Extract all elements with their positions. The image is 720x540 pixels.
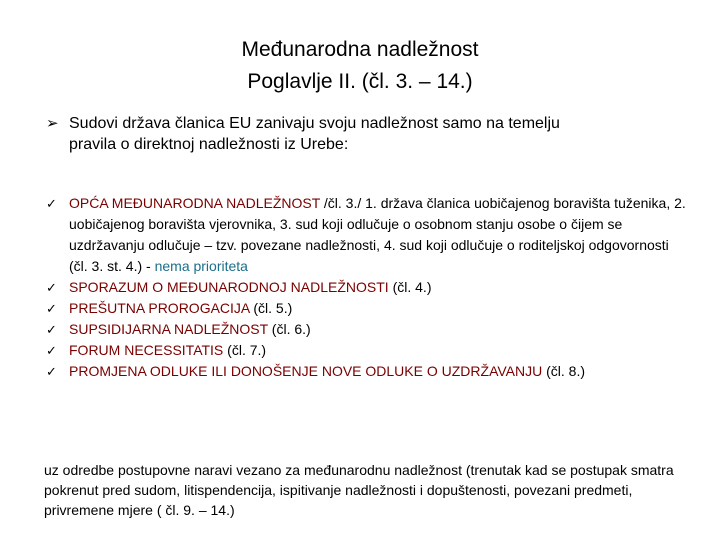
- list-item: [46, 319, 686, 340]
- item-heading: PREŠUTNA PROROGACIJA: [69, 300, 250, 316]
- item-note: nema prioriteta: [154, 258, 248, 274]
- item-heading: SPORAZUM O MEĐUNARODNOJ NADLEŽNOSTI: [69, 279, 389, 295]
- item-detail: (čl. 4.): [388, 279, 432, 295]
- check-icon: ✓: [46, 301, 57, 316]
- check-icon: ✓: [46, 343, 57, 358]
- item-detail: (čl. 5.): [249, 300, 293, 316]
- list-item: [46, 277, 686, 298]
- list-item: [46, 193, 686, 277]
- intro-line-2: pravila o direktnoj nadležnosti iz Urebe:: [69, 136, 349, 153]
- intro-bullet: [46, 113, 686, 155]
- list-item: [46, 298, 686, 319]
- item-heading: SUPSIDIJARNA NADLEŽNOST: [69, 321, 268, 337]
- item-heading: OPĆA MEĐUNARODNA NADLEŽNOST: [69, 195, 321, 211]
- item-heading: PROMJENA ODLUKE ILI DONOŠENJE NOVE ODLUKE O UZDRŽAVANJU: [69, 363, 543, 379]
- item-detail: (čl. 8.): [542, 363, 586, 379]
- jurisdiction-list: [46, 193, 686, 382]
- check-icon: ✓: [46, 322, 57, 337]
- list-item: [46, 340, 686, 361]
- check-icon: ✓: [46, 196, 57, 211]
- intro-line-1: Sudovi država članica EU zanivaju svoju nadležnost samo na temelju: [69, 115, 560, 132]
- arrow-bullet-icon: ➢: [46, 115, 59, 132]
- item-heading: FORUM NECESSITATIS: [69, 342, 224, 358]
- item-detail: (čl. 6.): [267, 321, 311, 337]
- intro-text: [46, 113, 686, 155]
- list-item: [46, 361, 686, 382]
- title-line-2: Poglavlje II. (čl. 3. – 14.): [247, 70, 473, 93]
- slide-title: [0, 34, 720, 98]
- item-detail: /čl. 3./ 1. država članica uobičajenog boravišta tuženika, 2. uobičajenog boravišta vjerovnika, 3. sud koji odlučuje o osobnom stanju osobe o čijem se uzdržavanju odlučuje – tzv. povezane nadležnosti, 4. sud koji odlučuje o roditeljskoj odgovornosti (čl. 3. st. 4.) -: [69, 195, 686, 274]
- item-detail: (čl. 7.): [223, 342, 267, 358]
- check-icon: ✓: [46, 280, 57, 295]
- check-icon: ✓: [46, 364, 57, 379]
- footer-paragraph: uz odredbe postupovne naravi vezano za međunarodnu nadležnost (trenutak kad se postupak smatra pokrenut pred sudom, litispendencija, ispitivanje nadležnosti i dopuštenosti, povezani predmeti, privremene mjere ( čl. 9. – 14.): [44, 462, 674, 518]
- title-line-1: Međunarodna nadležnost: [241, 38, 479, 61]
